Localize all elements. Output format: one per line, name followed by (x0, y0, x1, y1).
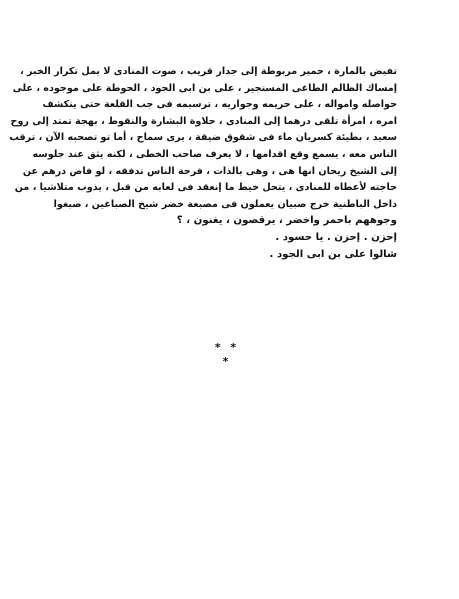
text-line: حواصله وامواله ، على حريمه وجواريه ، ترسيمه فى جب القلعة حتى يتكشف (42, 99, 397, 111)
text-line: الناس معه ، يسمع وقع اقدامها ، لا يعرف صاحب الخطى ، لكنه يثق عند جلوسه (32, 148, 397, 160)
verse-line: إحزن . إحزن . يا حسود . (275, 231, 397, 243)
text-line: وجوههم باحمر واخضر ، يرقصون ، يغنون ، ؟ (176, 215, 397, 227)
body-text (9, 64, 397, 263)
verse-line: شالوا على بن ابى الجود . (269, 248, 397, 260)
text-line: إلى الشيخ ريحان انها هى ، وهى بالذات ، فرحة الناس تدفقه ، لو فاض درهم عن (22, 165, 397, 177)
section-break-ornament: * * * (214, 341, 240, 368)
text-line: داخل الباطنية خرج صبيان يعملون فى مصبغة خضر شيخ الصباغين ، صبغوا (53, 198, 397, 210)
text-line: تفيض بالمارة ، حمير مربوطة إلى جدار قريب ، صوت المنادى لا يمل تكرار الخبر ، (20, 66, 397, 77)
text-line: سعيد ، بطيئة كسريان ماء فى شقوق ضيقة ، يرى سماح ، أما تو تصحبه الآن ، ترقب (9, 132, 397, 144)
text-line: إمساك الظالم الطاغى المستجير ، على بن ابى الجود ، الحوطة على موجوده ، على (12, 82, 397, 94)
text-line: حاجته لأعطاه للمنادى ، يتحل خيط ما إنعقد فى لعابه من قبل ، يذوب متلاشيا ، من (14, 182, 397, 194)
text-line: امره ، امرأة تلقى درهما إلى المنادى ، حلاوة البشارة والنقوط ، بهجة تمتد إلى روح (10, 115, 397, 127)
